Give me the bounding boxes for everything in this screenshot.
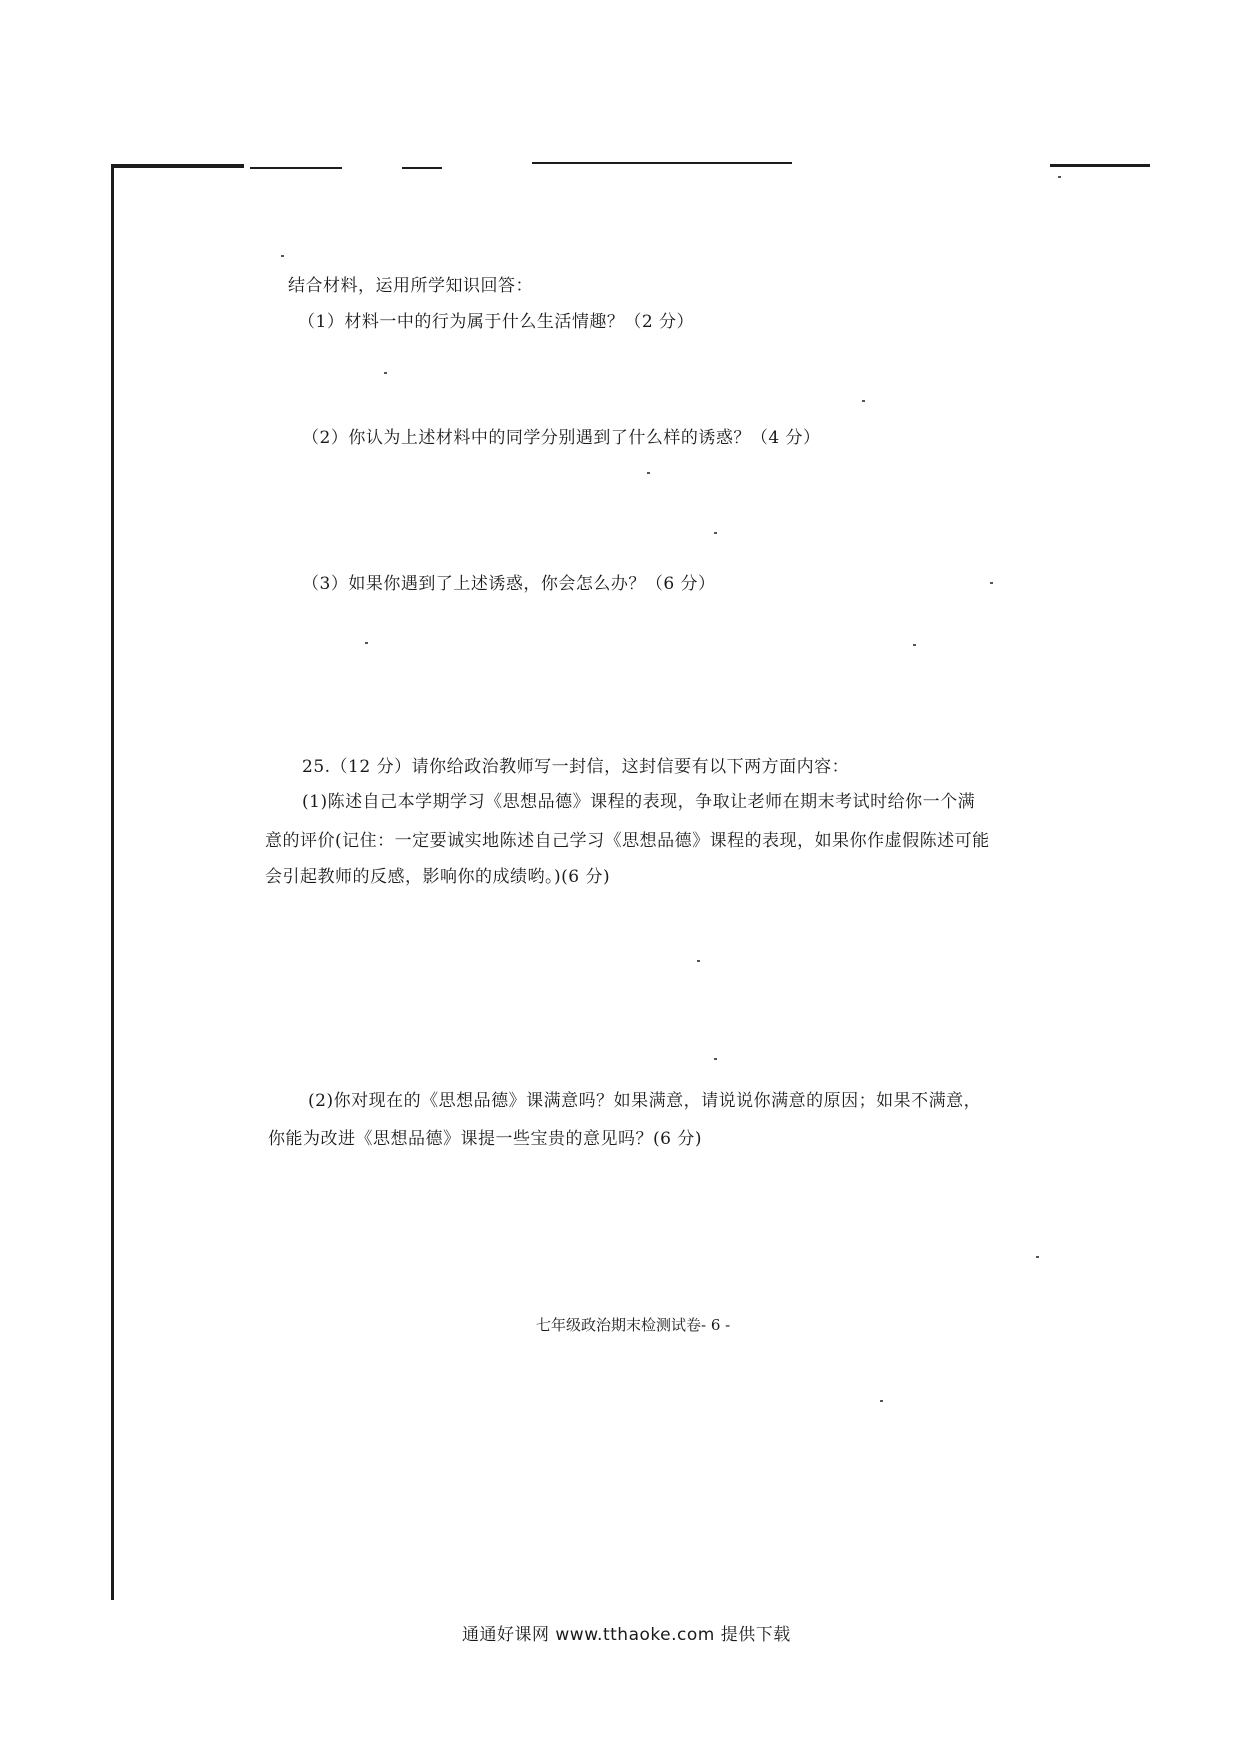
scan-speck bbox=[714, 532, 717, 534]
scan-speck bbox=[913, 644, 916, 646]
scan-speck bbox=[281, 255, 284, 257]
scan-speck bbox=[880, 1400, 883, 1402]
question-1: （1）材料一中的行为属于什么生活情趣？（2 分） bbox=[298, 312, 695, 332]
scan-speck bbox=[1036, 1256, 1039, 1258]
scan-border-left bbox=[111, 164, 114, 1600]
scan-border-top-left bbox=[112, 164, 244, 168]
question-25-part1-line1: (1)陈述自己本学期学习《思想品德》课程的表现，争取让老师在期末考试时给你一个满 bbox=[302, 792, 976, 812]
scan-speck bbox=[365, 642, 368, 644]
page-footer: 七年级政治期末检测试卷- 6 - bbox=[536, 1316, 731, 1334]
question-25-stem: 25.（12 分）请你给政治教师写一封信，这封信要有以下两方面内容： bbox=[302, 757, 850, 777]
scan-speck bbox=[697, 960, 700, 962]
scan-speck bbox=[714, 1058, 717, 1060]
scan-speck bbox=[647, 472, 650, 474]
section-intro: 结合材料，运用所学知识回答： bbox=[288, 276, 533, 296]
scan-border-top-segment bbox=[250, 167, 342, 169]
question-25-part2-line2: 你能为改进《思想品德》课提一些宝贵的意见吗？(6 分) bbox=[268, 1129, 702, 1149]
scan-speck bbox=[384, 372, 387, 374]
question-25-part1-line3: 会引起教师的反感，影响你的成绩哟。)(6 分) bbox=[265, 867, 611, 887]
question-25-part1-line2: 意的评价(记住：一定要诚实地陈述自己学习《思想品德》课程的表现，如果你作虚假陈述可能 bbox=[265, 831, 990, 851]
question-2: （2）你认为上述材料中的同学分别遇到了什么样的诱惑？（4 分） bbox=[302, 428, 821, 448]
source-footer: 通通好课网 www.tthaoke.com 提供下载 bbox=[462, 1625, 791, 1645]
question-3: （3）如果你遇到了上述诱惑，你会怎么办？（6 分） bbox=[302, 574, 716, 594]
scan-speck bbox=[862, 400, 865, 402]
question-25-part2-line1: (2)你对现在的《思想品德》课满意吗？如果满意，请说说你满意的原因；如果不满意， bbox=[308, 1091, 982, 1111]
scan-border-top-segment bbox=[532, 162, 792, 164]
scan-border-top-right bbox=[1050, 164, 1150, 167]
scan-speck bbox=[990, 582, 993, 584]
scan-border-top-segment bbox=[402, 167, 442, 169]
scan-speck bbox=[1058, 176, 1061, 178]
